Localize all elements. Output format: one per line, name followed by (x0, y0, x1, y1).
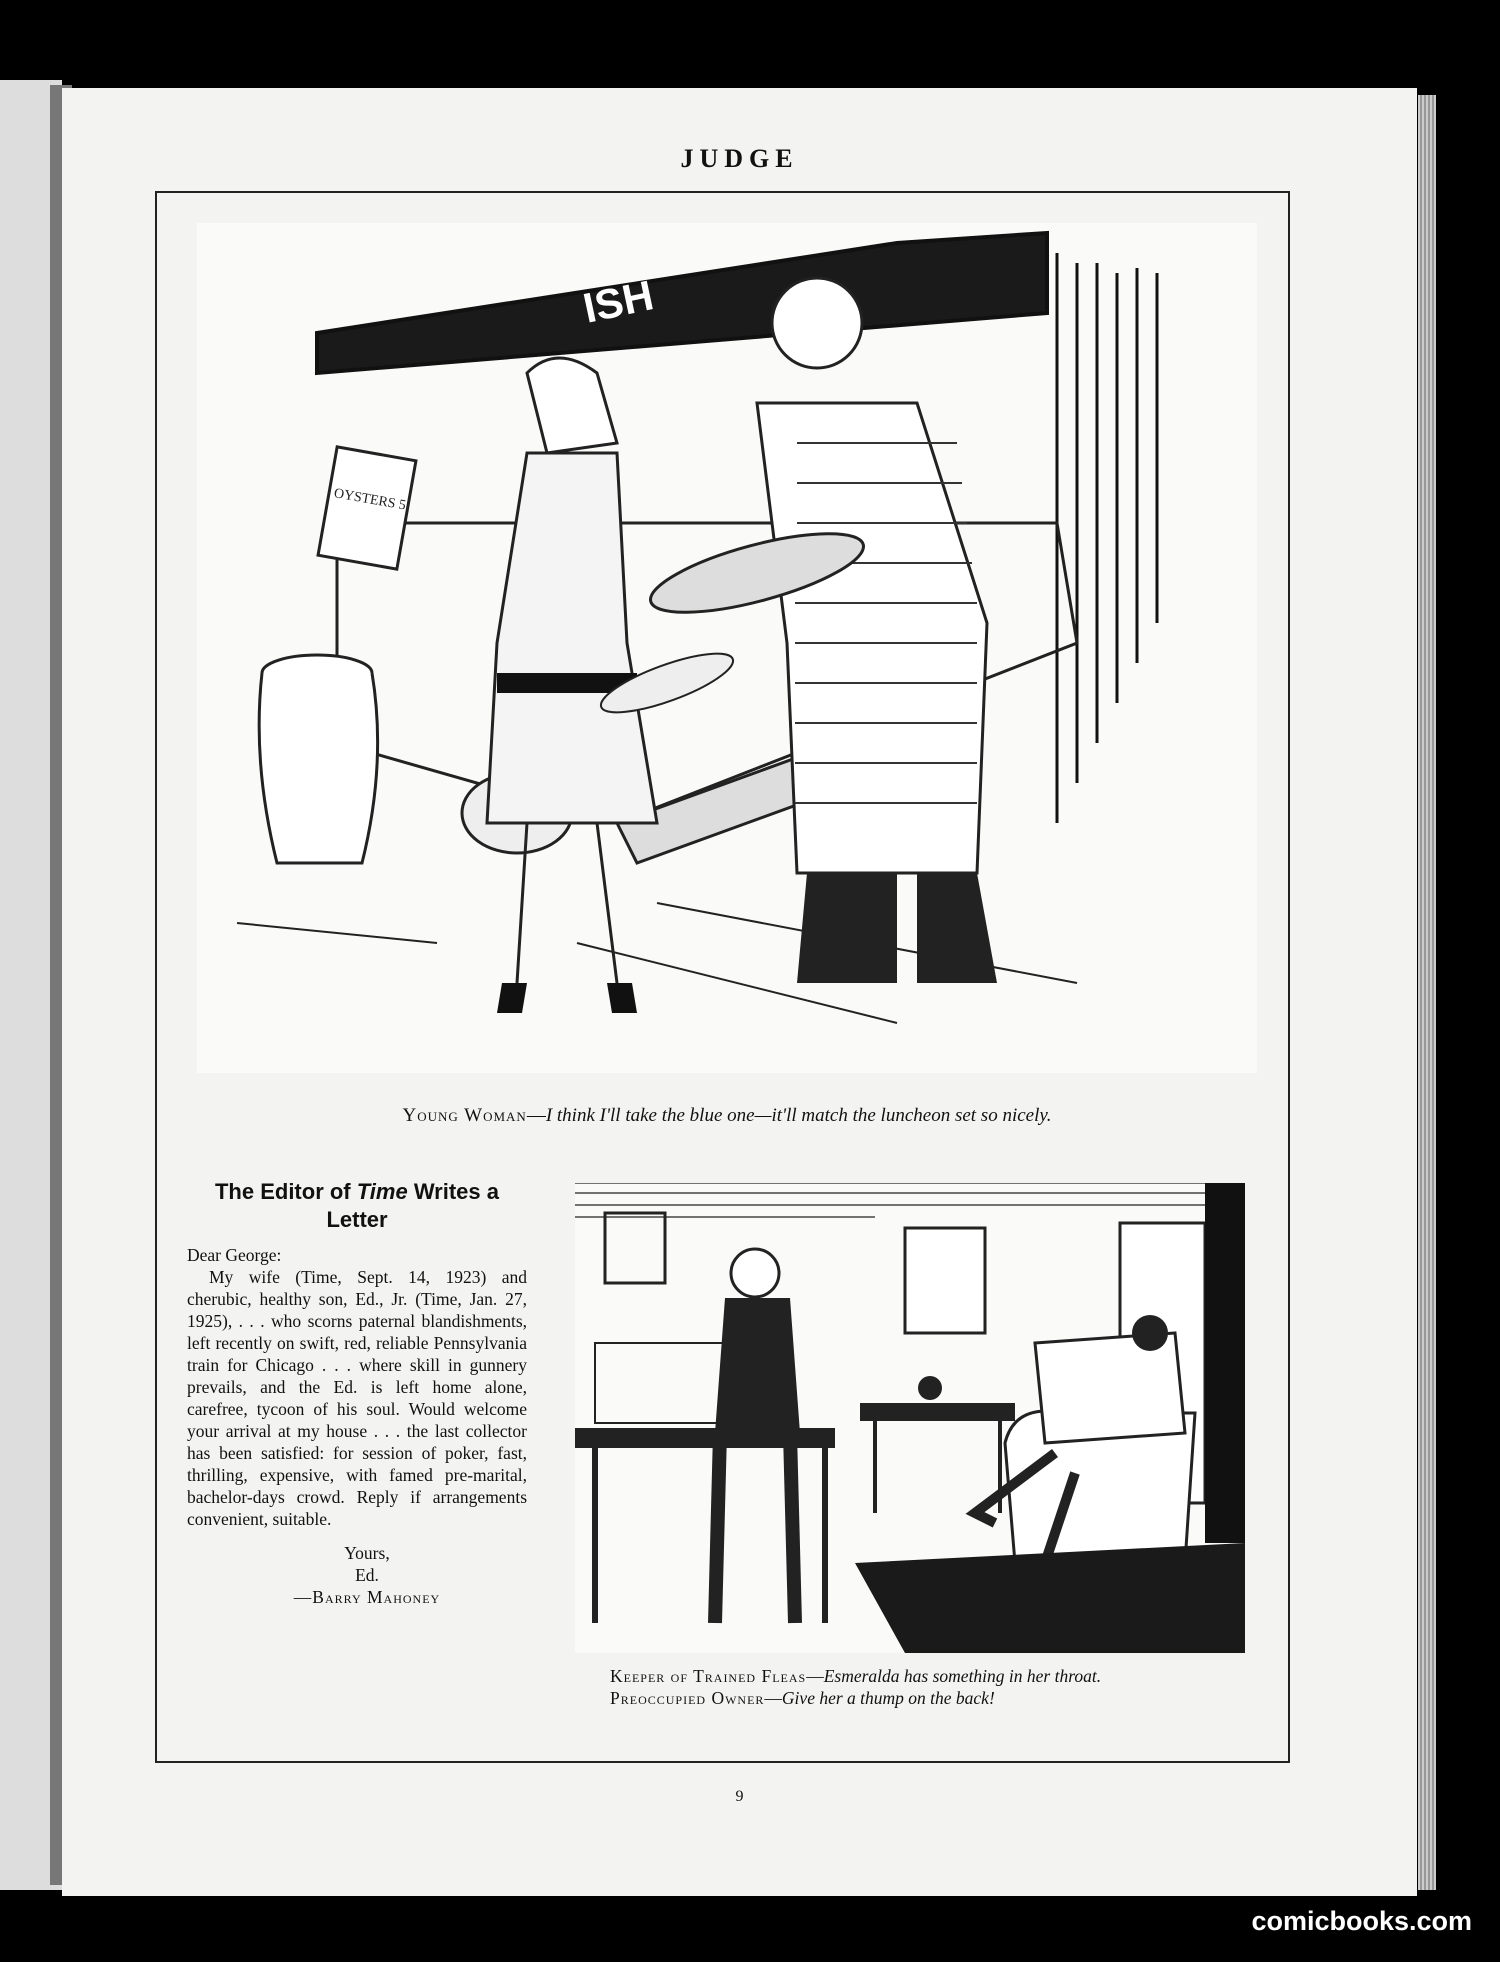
letter-text: My wife (Time, Sept. 14, 1923) and cherubic, healthy son, Ed., Jr. (Time, Jan. 27, 1925), . . . who scorns paternal blandishments, left recently on swift, red, reliable Pennsylvania train for Chicago . . . where skill in gunnery prevails, and the Ed. is left home alone, carefree, tycoon of his soul. Would welcome your arrival at my house . . . the last collector has been satisfied: for session of poker, fast, thrilling, expensive, with famed pre-marital, bachelor-days crowd. Reply if arrangements convenient, suitable. (187, 1267, 527, 1529)
page-number: 9 (735, 1788, 744, 1805)
article-title: The Editor of Time Writes a Letter (214, 1179, 500, 1232)
site-watermark: comicbooks.com (1251, 1906, 1472, 1936)
salutation: Dear George: (187, 1245, 282, 1265)
page-frame (155, 191, 1290, 1763)
signature-block (187, 1542, 527, 1608)
caption-exchange-2: Preoccupied Owner—Give her a thump on the back! (610, 1688, 995, 1708)
trained-fleas-illustration (575, 1183, 1245, 1653)
fish-market-cartoon (197, 223, 1257, 1073)
author-byline: —Barry Mahoney (293, 1587, 441, 1607)
page-stack-edge (1418, 95, 1436, 1890)
fleas-cartoon-caption (582, 1665, 1252, 1709)
awning-sign-text: ISH (579, 271, 658, 332)
closing: Yours, (344, 1543, 390, 1563)
signoff: Ed. (355, 1565, 379, 1585)
caption-exchange-1: Keeper of Trained Fleas—Esmeralda has something in her throat. (610, 1666, 1102, 1686)
price-sign-text: OYSTERS 5 (332, 486, 407, 514)
caption-line: I think I'll take the blue one—it'll match the luncheon set so nicely. (545, 1105, 1052, 1126)
page-header: JUDGE (680, 144, 799, 173)
fish-cartoon-caption: Young Woman—I think I'll take the blue one—it'll match the luncheon set so nicely. (402, 1105, 1052, 1126)
fish-market-illustration (197, 223, 1257, 1073)
trained-fleas-cartoon (575, 1183, 1245, 1653)
caption-speaker: Young Woman (402, 1105, 527, 1126)
letter-article (187, 1178, 527, 1608)
article-body (187, 1244, 527, 1530)
magazine-page (62, 88, 1417, 1896)
